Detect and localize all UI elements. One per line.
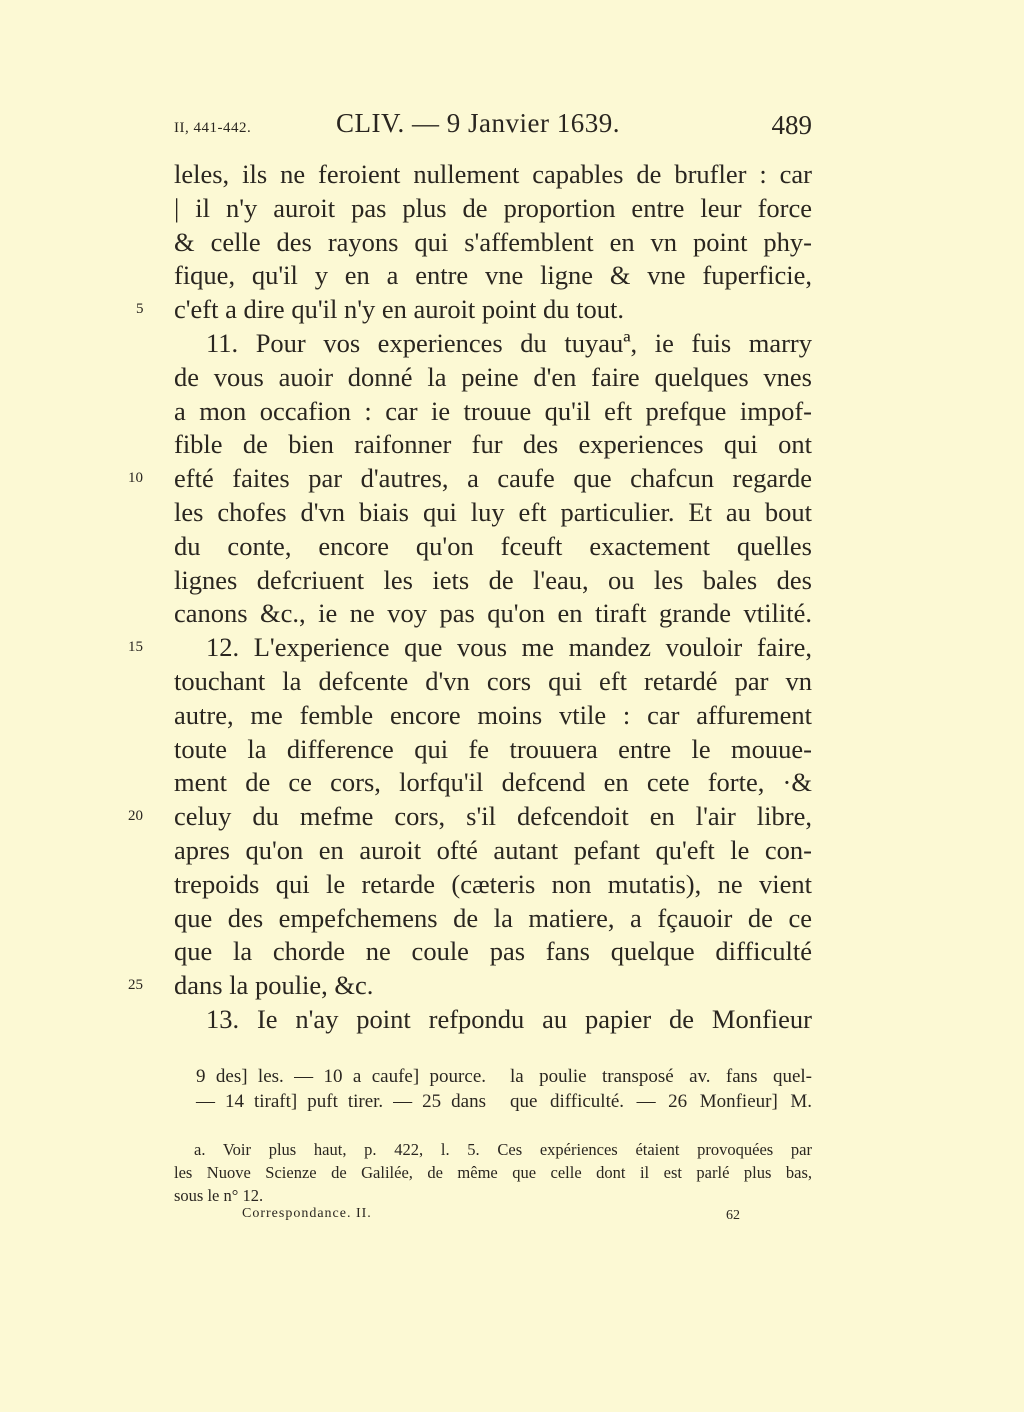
text-line [174, 226, 812, 260]
line-text: 11. Pour vos experiences du tuyauª, ie fuis marry [206, 327, 812, 358]
line-number: 20 [128, 808, 143, 825]
text-line [174, 597, 812, 631]
text-line [174, 327, 812, 361]
line-text: | il n'y auroit pas plus de proportion entre leur force [174, 192, 812, 223]
text-line [174, 868, 812, 902]
text-line [174, 395, 812, 429]
text-line [128, 631, 812, 665]
line-text: efté faites par d'autres, a caufe que chafcun regarde [174, 463, 812, 494]
line-number: 5 [136, 301, 144, 318]
body-text [128, 158, 812, 1037]
variant-line: 9 des] les. — 10 a caufe] pource. [196, 1066, 486, 1087]
variants-left-column [196, 1064, 486, 1114]
text-line [174, 902, 812, 936]
text-line [136, 293, 812, 327]
line-text: lignes defcriuent les iets de l'eau, ou les bales des [174, 564, 812, 595]
text-line [174, 530, 812, 564]
line-text: du conte, encore qu'on fceuft exactement quelles [174, 530, 812, 561]
text-line [174, 1003, 812, 1037]
line-text: & celle des rayons qui s'affemblent en vn point phy- [174, 226, 812, 257]
signature-number: 62 [726, 1208, 740, 1223]
line-text: ment de ce cors, lorfqu'il defcend en cete forte, ·& [174, 767, 812, 798]
text-line [128, 800, 812, 834]
line-text: de vous auoir donné la peine d'en faire quelques vnes [174, 361, 812, 392]
text-line [174, 935, 812, 969]
footnote [174, 1138, 812, 1207]
variant-line: la poulie transposé av. fans quel- [510, 1066, 812, 1087]
line-text: que des empefchemens de la matiere, a fçauoir de ce [174, 902, 812, 933]
text-line [174, 259, 812, 293]
text-line [174, 428, 812, 462]
line-text: fible de bien raifonner fur des experiences qui ont [174, 429, 812, 460]
text-line [128, 462, 812, 496]
line-text: touchant la defcente d'vn cors qui eft retardé par vn [174, 665, 812, 696]
line-text: c'eft a dire qu'il n'y en auroit point du tout. [174, 294, 624, 325]
footnote-line: a. Voir plus haut, p. 422, l. 5. Ces expériences étaient provoquées par [194, 1140, 812, 1159]
text-line [174, 564, 812, 598]
line-text: 13. Ie n'ay point refpondu au papier de Monfieur [206, 1003, 812, 1034]
line-text: toute la difference qui fe trouuera entre le mouue- [174, 733, 812, 764]
text-line [128, 969, 812, 1003]
line-text: 12. L'experience que vous me mandez vouloir faire, [206, 632, 812, 663]
variant-line: — 14 tiraft] puft tirer. — 25 dans [196, 1091, 486, 1112]
signature-label: Correspondance. II. [242, 1206, 372, 1221]
variant-line: que difficulté. — 26 Monfieur] M. [510, 1091, 812, 1112]
line-number: 15 [128, 639, 143, 656]
header-title: CLIV. — 9 Janvier 1639. [336, 108, 620, 138]
line-number: 25 [128, 977, 143, 994]
text-line [174, 361, 812, 395]
line-text: que la chorde ne coule pas fans quelque difficulté [174, 936, 812, 967]
header-reference: II, 441-442. [174, 120, 252, 136]
variants-right-column [510, 1064, 812, 1114]
line-number: 10 [128, 470, 143, 487]
line-text: fique, qu'il y en a entre vne ligne & vne fuperficie, [174, 260, 812, 291]
line-text: a mon occafion : car ie trouue qu'il eft prefque impof- [174, 395, 812, 426]
line-text: apres qu'on en auroit ofté autant pefant qu'eft le con- [174, 834, 812, 865]
footnote-line: sous le n° 12. [174, 1186, 264, 1205]
footnote-line: les Nuove Scienze de Galilée, de même que celle dont il est parlé plus bas, [174, 1163, 812, 1182]
line-text: autre, me femble encore moins vtile : car affurement [174, 699, 812, 730]
text-line [174, 158, 812, 192]
line-text: canons &c., ie ne voy pas qu'on en tiraft grande vtilité. [174, 598, 812, 629]
text-line [174, 699, 812, 733]
line-text: trepoids qui le retarde (cæteris non mutatis), ne vient [174, 868, 812, 899]
line-text: leles, ils ne feroient nullement capables de brufler : car [174, 159, 812, 189]
running-header [174, 108, 812, 152]
page-number: 489 [771, 110, 812, 140]
text-line [174, 834, 812, 868]
text-line [174, 496, 812, 530]
line-text: celuy du mefme cors, s'il defcendoit en l'air libre, [174, 801, 812, 832]
text-line [174, 665, 812, 699]
text-line [174, 766, 812, 800]
text-line [174, 192, 812, 226]
line-text: les chofes d'vn biais qui luy eft particulier. Et au bout [174, 496, 812, 527]
text-line [174, 733, 812, 767]
line-text: dans la poulie, &c. [174, 970, 374, 1001]
